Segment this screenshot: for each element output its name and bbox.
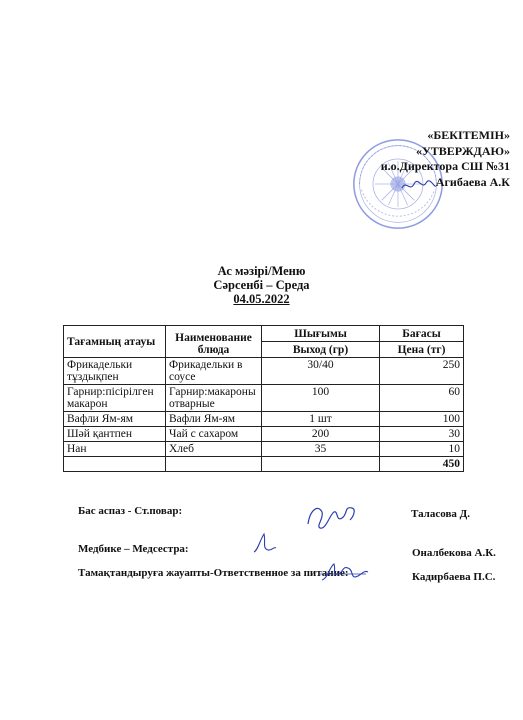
cell-name-kz: Шәй қантпен [64, 427, 166, 442]
menu-date: 04.05.2022 [233, 292, 290, 306]
cook-signature [300, 502, 360, 532]
menu-title-line: Ас мәзірі/Меню [217, 264, 306, 278]
cell-name-ru: Гарнир:макароны отварные [166, 385, 262, 412]
table-row [64, 427, 464, 442]
signature-name-responsible: Кадирбаева П.С. [412, 571, 496, 583]
table-header-row [64, 326, 464, 358]
cell-yield: 100 [262, 385, 380, 412]
signature-role-responsible: Тамақтандыруға жауапты-Ответственное за питание: [78, 567, 349, 579]
cell-yield: 35 [262, 442, 380, 457]
cell-name-ru: Вафли Ям-ям [166, 412, 262, 427]
header-name-ru: Наименование блюда [166, 326, 262, 358]
header-name-kz: Тағамның атауы [64, 326, 166, 358]
menu-title [0, 264, 523, 306]
cell-yield: 30/40 [262, 358, 380, 385]
table-row [64, 358, 464, 385]
total-price: 450 [380, 457, 464, 472]
cook-initial-signature [250, 530, 280, 558]
header-yield-kz: Шығымы [262, 326, 379, 342]
cell-name-ru: Фрикадельки в соусе [166, 358, 262, 385]
responsible-signature [318, 560, 370, 586]
cell-yield: 200 [262, 427, 380, 442]
cell-price: 30 [380, 427, 464, 442]
cell-name-ru: Чай с сахаром [166, 427, 262, 442]
director-signature [400, 178, 438, 194]
cell-price: 100 [380, 412, 464, 427]
cell-name-kz: Нан [64, 442, 166, 457]
header-price [380, 326, 464, 358]
header-price-ru: Цена (тг) [397, 344, 446, 356]
table-row [64, 412, 464, 427]
approval-line-kz: «БЕКІТЕМІН» [427, 128, 510, 142]
cell-name-ru: Хлеб [166, 442, 262, 457]
signature-role-cook: Бас аспаз - Ст.повар: [78, 505, 183, 517]
cell-yield: 1 шт [262, 412, 380, 427]
approval-director-name: Агибаева А.К [435, 174, 510, 189]
approval-position: и.о.Директора СШ №31 [380, 159, 510, 173]
menu-day: Сәрсенбі – Среда [213, 278, 310, 292]
header-price-kz: Бағасы [380, 326, 463, 342]
signature-role-nurse: Медбике – Медсестра: [78, 543, 189, 555]
cell-name-kz: Вафли Ям-ям [64, 412, 166, 427]
cell-name-kz: Фрикадельки тұздықпен [64, 358, 166, 385]
header-yield [262, 326, 380, 358]
table-row [64, 442, 464, 457]
signature-name-cook: Таласова Д. [411, 508, 470, 520]
header-yield-ru: Выход (гр) [292, 344, 349, 356]
approval-line-ru: «УТВЕРЖДАЮ» [415, 143, 510, 158]
table-row [64, 385, 464, 412]
total-row [64, 457, 464, 472]
cell-price: 250 [380, 358, 464, 385]
cell-price: 10 [380, 442, 464, 457]
menu-table [63, 325, 464, 472]
cell-name-kz: Гарнир:пісірілген макарон [64, 385, 166, 412]
signature-name-nurse: Оналбекова А.К. [412, 547, 496, 559]
cell-price: 60 [380, 385, 464, 412]
